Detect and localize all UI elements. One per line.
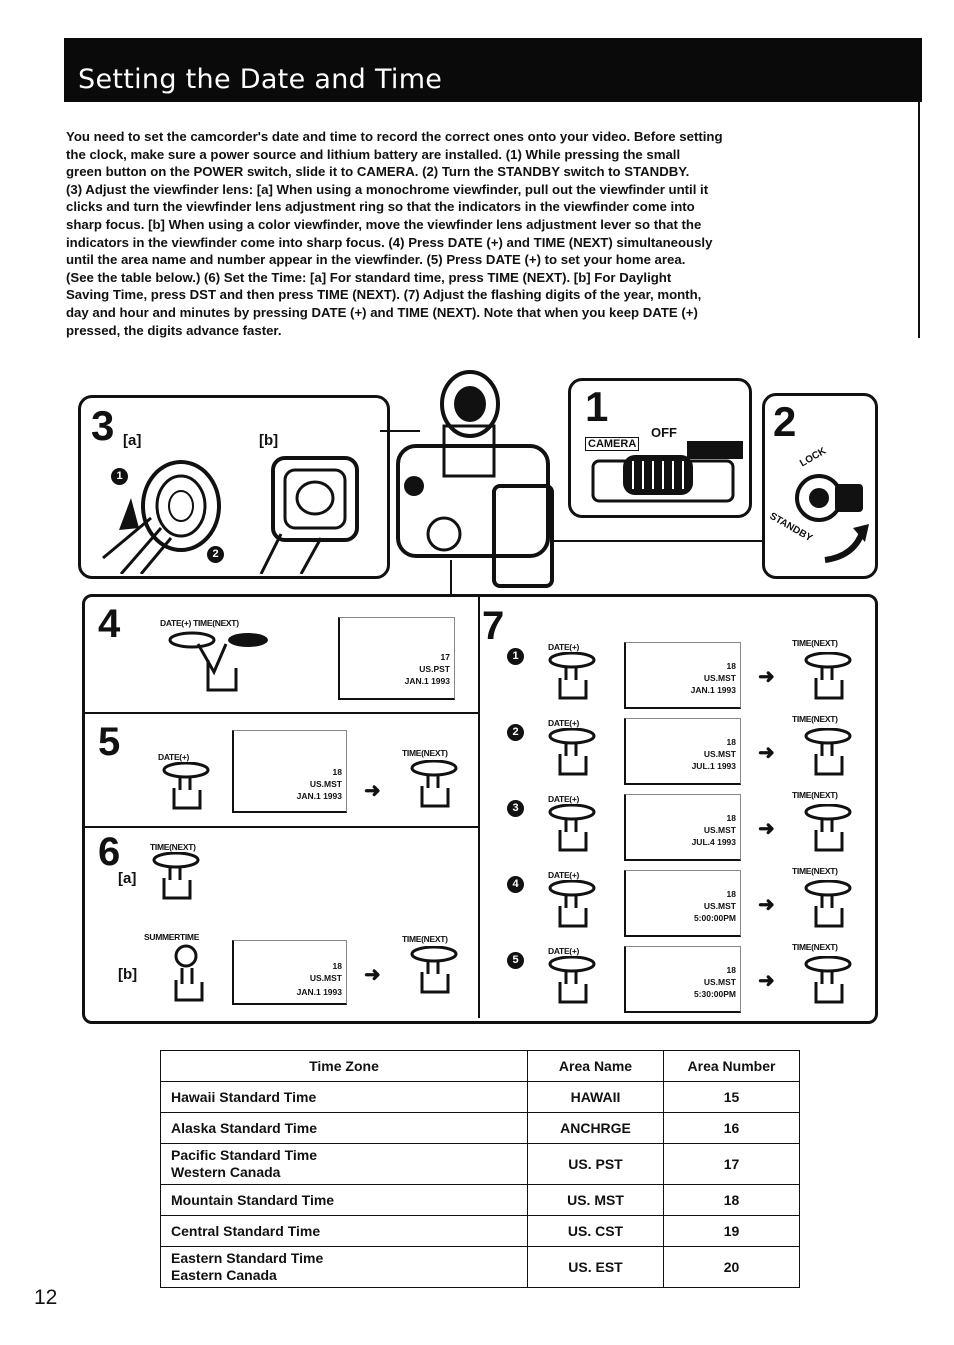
step1-number: 1	[585, 383, 609, 430]
leader-line	[380, 430, 420, 432]
step4-number: 4	[98, 602, 121, 646]
summertime-button-icon	[168, 944, 214, 1004]
step7-display-line: 18	[726, 889, 736, 899]
section-header	[64, 38, 922, 102]
step7-display-line: US.MST	[703, 749, 736, 759]
step7-finger-icon	[804, 804, 854, 861]
step3-label-b: [b]	[259, 432, 279, 449]
step7-time-label: TIME(NEXT)	[792, 866, 838, 876]
step6-display-line2: US.MST	[309, 973, 342, 983]
arrow-icon: ➜	[364, 780, 381, 802]
table-row	[161, 1247, 800, 1288]
arrow-icon: ➜	[364, 964, 381, 986]
divider	[85, 712, 478, 714]
table-cell: Pacific Standard Time Western Canada	[161, 1144, 528, 1185]
camera-label: CAMERA	[585, 437, 639, 451]
lock-label: LOCK	[798, 445, 829, 470]
step6-display	[232, 940, 347, 1005]
camcorder-illustration	[384, 366, 564, 590]
step7-time-label: TIME(NEXT)	[792, 638, 838, 648]
step7-finger-icon	[804, 956, 854, 1013]
step7-date-label: DATE(+)	[548, 718, 580, 728]
step2-number: 2	[773, 398, 797, 445]
divider	[85, 826, 478, 828]
step7-display-line: 5:30:00PM	[693, 989, 736, 999]
step7-date-label: DATE(+)	[548, 642, 580, 652]
step7-finger-icon	[548, 728, 598, 785]
table-row	[161, 1113, 800, 1144]
step7-date-label: DATE(+)	[548, 794, 580, 804]
step6-display-line3: JAN.1 1993	[296, 987, 342, 997]
step7-finger-icon	[804, 652, 854, 709]
step4-display-line2: US.PST	[419, 664, 450, 674]
table-cell: 17	[664, 1144, 800, 1185]
table-cell: US. PST	[528, 1144, 664, 1185]
step7-date-label: DATE(+)	[548, 946, 580, 956]
leader-line	[550, 540, 764, 542]
step5-finger-icon	[410, 760, 460, 812]
step7-display	[624, 794, 741, 861]
step7-marker: 2	[507, 724, 524, 741]
page-number: 12	[34, 1286, 58, 1309]
step7-marker: 1	[507, 648, 524, 665]
table-row	[161, 1185, 800, 1216]
step6-finger-icon	[152, 852, 202, 904]
table-header: Time Zone	[161, 1051, 528, 1082]
step7-display-line: US.MST	[703, 825, 736, 835]
step5-date-label: DATE(+)	[158, 752, 190, 762]
table-cell: Hawaii Standard Time	[161, 1082, 528, 1113]
step7-display-line: JUL.1 1993	[691, 761, 736, 771]
off-label: OFF	[651, 425, 677, 440]
divider	[478, 597, 480, 1018]
step7-display	[624, 946, 741, 1013]
step3-label-a: [a]	[123, 432, 142, 449]
step5-time-label: TIME(NEXT)	[402, 748, 448, 758]
summertime-label: SUMMERTIME	[144, 932, 200, 942]
table-header-row	[161, 1051, 800, 1082]
step5-number: 5	[98, 720, 121, 764]
step4-buttons-label: DATE(+) TIME(NEXT)	[160, 618, 239, 628]
step3-marker-1: 1	[111, 468, 128, 485]
power-switch-illustration	[583, 441, 743, 507]
margin-rule	[918, 100, 920, 338]
table-cell: US. MST	[528, 1185, 664, 1216]
arrow-icon: ➜	[758, 666, 775, 688]
standby-label: STANDBY	[767, 510, 815, 545]
page-title: Setting the Date and Time	[78, 64, 443, 95]
step7-finger-icon	[548, 804, 598, 861]
step6-label-a: [a]	[118, 870, 137, 887]
step7-marker: 3	[507, 800, 524, 817]
table-cell: 16	[664, 1113, 800, 1144]
step7-time-label: TIME(NEXT)	[792, 790, 838, 800]
step7-finger-icon	[548, 652, 598, 709]
step3-marker-2: 2	[207, 546, 224, 563]
step4-fingers-icon	[168, 630, 268, 696]
table-cell: 15	[664, 1082, 800, 1113]
figure-step2	[762, 393, 878, 579]
step4-display-line1: 17	[440, 652, 450, 662]
step7-finger-icon	[548, 880, 598, 937]
step7-display-line: US.MST	[703, 977, 736, 987]
step5-finger-icon	[162, 762, 212, 814]
table-cell: Eastern Standard Time Eastern Canada	[161, 1247, 528, 1288]
time-zone-table	[160, 1050, 800, 1288]
step7-display-line: 18	[726, 965, 736, 975]
step5-display	[232, 730, 347, 813]
step7-finger-icon	[804, 880, 854, 937]
step7-display-line: 5:00:00PM	[693, 913, 736, 923]
arrow-icon: ➜	[758, 894, 775, 916]
step6-display-line1: 18	[332, 961, 342, 971]
table-row	[161, 1082, 800, 1113]
viewfinder-illustration	[101, 438, 381, 574]
step7-display-line: JUL.4 1993	[691, 837, 736, 847]
table-cell: ANCHRGE	[528, 1113, 664, 1144]
table-cell: Mountain Standard Time	[161, 1185, 528, 1216]
step7-display-line: US.MST	[703, 673, 736, 683]
step6-time-b-label: TIME(NEXT)	[402, 934, 448, 944]
step5-display-line3: JAN.1 1993	[296, 791, 342, 801]
step7-marker: 4	[507, 876, 524, 893]
table-cell: US. EST	[528, 1247, 664, 1288]
step7-finger-icon	[548, 956, 598, 1013]
table-row	[161, 1144, 800, 1185]
step6-time-a-label: TIME(NEXT)	[150, 842, 196, 852]
step6-number: 6	[98, 830, 121, 874]
arrow-icon: ➜	[758, 742, 775, 764]
step5-display-line2: US.MST	[309, 779, 342, 789]
table-cell: US. CST	[528, 1216, 664, 1247]
standby-dial-illustration	[785, 468, 871, 568]
table-cell: Alaska Standard Time	[161, 1113, 528, 1144]
step7-time-label: TIME(NEXT)	[792, 714, 838, 724]
step7-display-line: US.MST	[703, 901, 736, 911]
step7-display	[624, 870, 741, 937]
step7-display-line: 18	[726, 813, 736, 823]
step7-finger-icon	[804, 728, 854, 785]
intro-paragraph: You need to set the camcorder's date and time to record the correct ones onto your video. Before setting the clock, make sure a power source and lithium battery are installed. (1) While pressing the small green button on the POWER switch, slide it to CAMERA. (2) Turn the STANDBY switch to STANDBY. (3) Adjust the viewfinder lens: [a] When using a monochrome viewfinder, pull out the viewfinder until it clicks and turn the viewfinder lens adjustment ring so that the indicators in the viewfinder come into sharp focus. [b] When using a color viewfinder, move the viewfinder lens adjustment lever so that the indicators in the viewfinder come into sharp focus. (4) Press DATE (+) and TIME (NEXT) simultaneously until the area name and number appear in the viewfinder. (5) Press DATE (+) to set your home area. (See the table below.) (6) Set the Time: [a] For standard time, press TIME (NEXT). [b] For Daylight Saving Time, press DST and then press TIME (NEXT). (7) Adjust the flashing digits of the year, month, day and hour and minutes by pressing DATE (+) and TIME (NEXT). Note that when you keep DATE (+) pressed, the digits advance faster.	[66, 129, 723, 338]
step7-display-line: JAN.1 1993	[690, 685, 736, 695]
step7-marker: 5	[507, 952, 524, 969]
step6-finger-icon	[410, 946, 460, 998]
step7-display	[624, 718, 741, 785]
step7-display-line: 18	[726, 737, 736, 747]
table-cell: 18	[664, 1185, 800, 1216]
table-header: Area Name	[528, 1051, 664, 1082]
step7-display	[624, 642, 741, 709]
step7-date-label: DATE(+)	[548, 870, 580, 880]
step7-display-line: 18	[726, 661, 736, 671]
arrow-icon: ➜	[758, 970, 775, 992]
table-header: Area Number	[664, 1051, 800, 1082]
arrow-icon: ➜	[758, 818, 775, 840]
table-cell: Central Standard Time	[161, 1216, 528, 1247]
table-cell: 20	[664, 1247, 800, 1288]
step5-display-line1: 18	[332, 767, 342, 777]
table-cell: HAWAII	[528, 1082, 664, 1113]
table-row	[161, 1216, 800, 1247]
figure-step1	[568, 378, 752, 518]
figure-step3	[78, 395, 390, 579]
step7-time-label: TIME(NEXT)	[792, 942, 838, 952]
step4-display-line3: JAN.1 1993	[404, 676, 450, 686]
step4-display	[338, 617, 455, 700]
step3-number: 3	[91, 402, 115, 449]
step7-number: 7	[482, 604, 505, 648]
table-cell: 19	[664, 1216, 800, 1247]
step6-label-b: [b]	[118, 966, 138, 983]
